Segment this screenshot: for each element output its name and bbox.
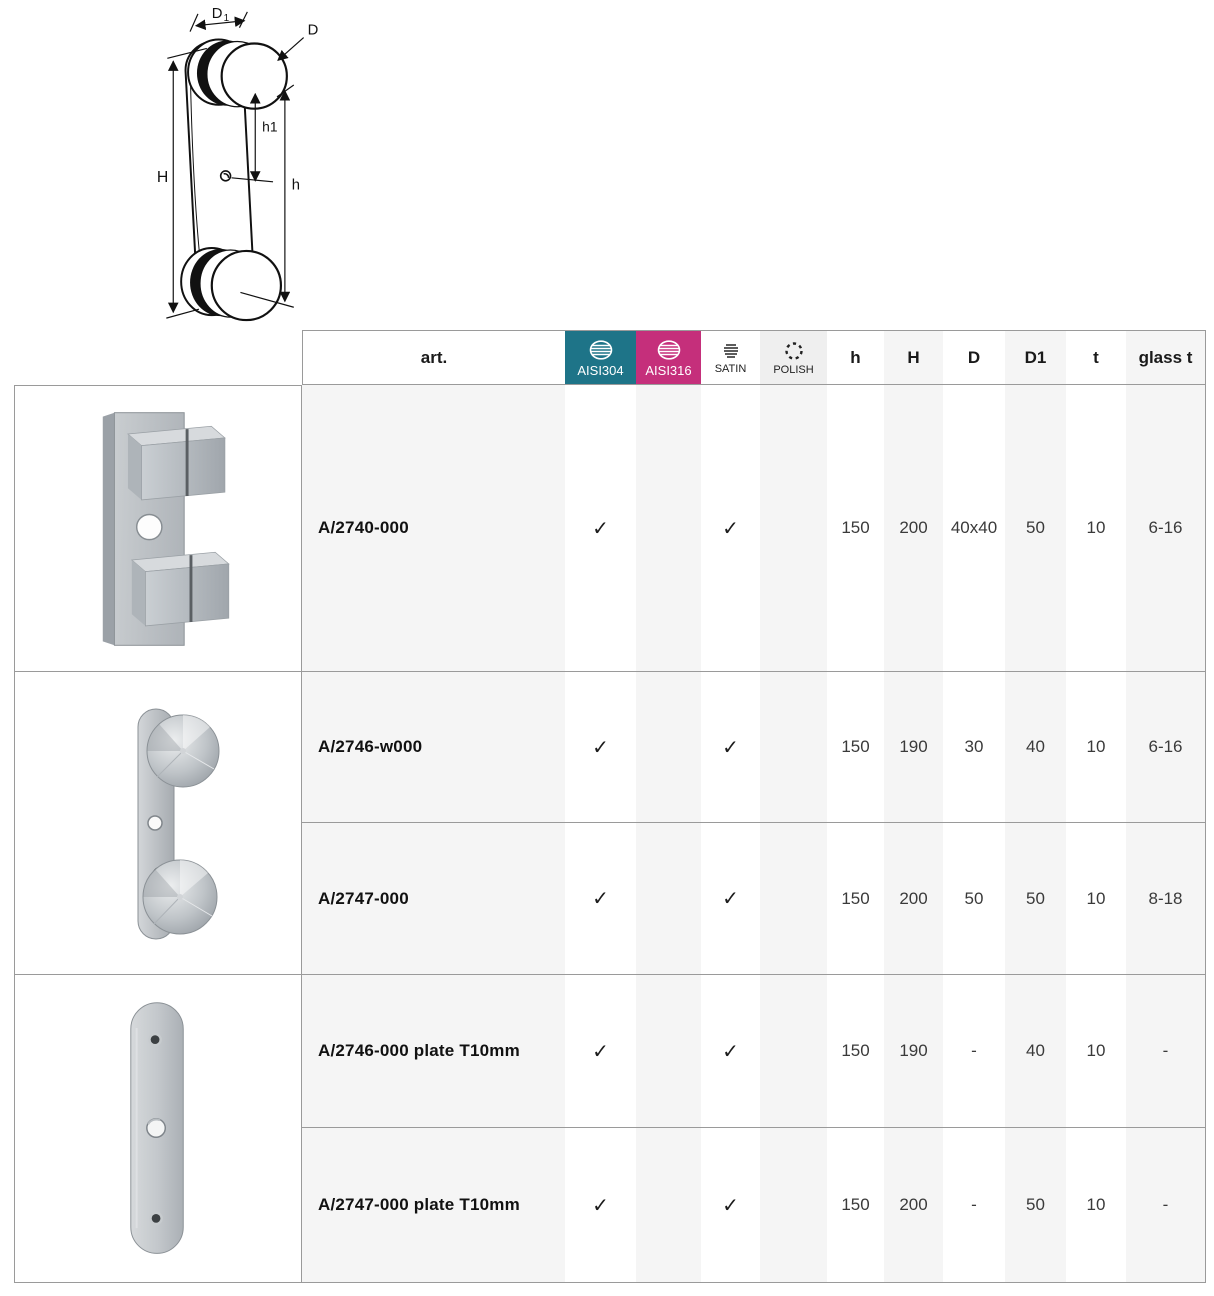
value-h: 150 <box>827 385 884 672</box>
aisi304-check: ✓ <box>565 672 636 823</box>
column-header-glass-t: glass t <box>1126 330 1206 385</box>
column-header-polish: POLISH <box>760 330 827 385</box>
aisi316-check <box>636 1128 701 1283</box>
value-h: 150 <box>827 672 884 823</box>
value-t: 10 <box>1066 385 1126 672</box>
product-image-square-clamp-adapter <box>14 385 302 672</box>
article-code: A/2747-000 <box>302 823 565 975</box>
value-glass-t: - <box>1126 975 1206 1128</box>
value-D1: 50 <box>1005 1128 1066 1283</box>
article-code: A/2746-000 plate T10mm <box>302 975 565 1128</box>
dimension-diagram <box>68 2 320 328</box>
polish-check <box>760 385 827 672</box>
value-h: 150 <box>827 975 884 1128</box>
square-clamp-adapter-photo <box>71 403 246 655</box>
value-D: 40x40 <box>943 385 1005 672</box>
column-header-D1: D1 <box>1005 330 1066 385</box>
value-glass-t: - <box>1126 1128 1206 1283</box>
aisi316-check <box>636 672 701 823</box>
aisi316-check <box>636 385 701 672</box>
value-H: 190 <box>884 975 943 1128</box>
round-disc-adapter-photo <box>83 692 233 954</box>
value-h: 150 <box>827 1128 884 1283</box>
dim-D <box>278 38 304 61</box>
value-H: 200 <box>884 823 943 975</box>
polish-check <box>760 975 827 1128</box>
value-glass-t: 8-18 <box>1126 823 1206 975</box>
value-H: 200 <box>884 385 943 672</box>
value-t: 10 <box>1066 1128 1126 1283</box>
column-header-aisi304: AISI304 <box>565 330 636 385</box>
product-image-mounting-plate <box>14 975 302 1283</box>
satin-check: ✓ <box>701 975 760 1128</box>
value-D: 30 <box>943 672 1005 823</box>
article-code: A/2740-000 <box>302 385 565 672</box>
value-D: - <box>943 1128 1005 1283</box>
value-t: 10 <box>1066 975 1126 1128</box>
dim-label-h1: h1 <box>262 118 278 135</box>
dim-label-D1: D <box>211 5 223 22</box>
column-header-h: h <box>827 330 884 385</box>
column-header-H: H <box>884 330 943 385</box>
satin-lines-icon <box>719 342 743 360</box>
dim-label-H: H <box>156 168 169 186</box>
dim-label-D1-sub: 1 <box>223 12 230 24</box>
article-code: A/2747-000 plate T10mm <box>302 1128 565 1283</box>
striped-sphere-icon <box>656 340 682 360</box>
product-image-round-disc-adapter <box>14 672 302 975</box>
aisi304-check: ✓ <box>565 1128 636 1283</box>
polish-check <box>760 672 827 823</box>
aisi316-check <box>636 975 701 1128</box>
aisi304-check: ✓ <box>565 385 636 672</box>
value-D1: 50 <box>1005 385 1066 672</box>
value-D1: 40 <box>1005 975 1066 1128</box>
aisi304-check: ✓ <box>565 975 636 1128</box>
value-t: 10 <box>1066 823 1126 975</box>
polish-check <box>760 1128 827 1283</box>
oval-mounting-plate-photo <box>98 993 218 1265</box>
center-hole <box>221 171 231 181</box>
column-header-t: t <box>1066 330 1126 385</box>
satin-check: ✓ <box>701 1128 760 1283</box>
satin-check: ✓ <box>701 672 760 823</box>
dim-label-D: D <box>307 22 319 39</box>
dim-label-h: h <box>291 177 301 194</box>
dashed-circle-icon <box>783 341 805 361</box>
value-h: 150 <box>827 823 884 975</box>
spec-table <box>14 330 1206 1283</box>
value-D1: 40 <box>1005 672 1066 823</box>
satin-check: ✓ <box>701 823 760 975</box>
value-H: 190 <box>884 672 943 823</box>
value-D: - <box>943 975 1005 1128</box>
column-header-satin: SATIN <box>701 330 760 385</box>
article-code: A/2746-w000 <box>302 672 565 823</box>
value-glass-t: 6-16 <box>1126 672 1206 823</box>
value-t: 10 <box>1066 672 1126 823</box>
column-header-D: D <box>943 330 1005 385</box>
column-header-aisi316: AISI316 <box>636 330 701 385</box>
value-D: 50 <box>943 823 1005 975</box>
value-H: 200 <box>884 1128 943 1283</box>
aisi304-check: ✓ <box>565 823 636 975</box>
striped-sphere-icon <box>588 340 614 360</box>
bottom-disc <box>181 248 281 320</box>
value-D1: 50 <box>1005 823 1066 975</box>
column-header-art: art. <box>302 330 565 385</box>
aisi316-check <box>636 823 701 975</box>
satin-check: ✓ <box>701 385 760 672</box>
polish-check <box>760 823 827 975</box>
value-glass-t: 6-16 <box>1126 385 1206 672</box>
